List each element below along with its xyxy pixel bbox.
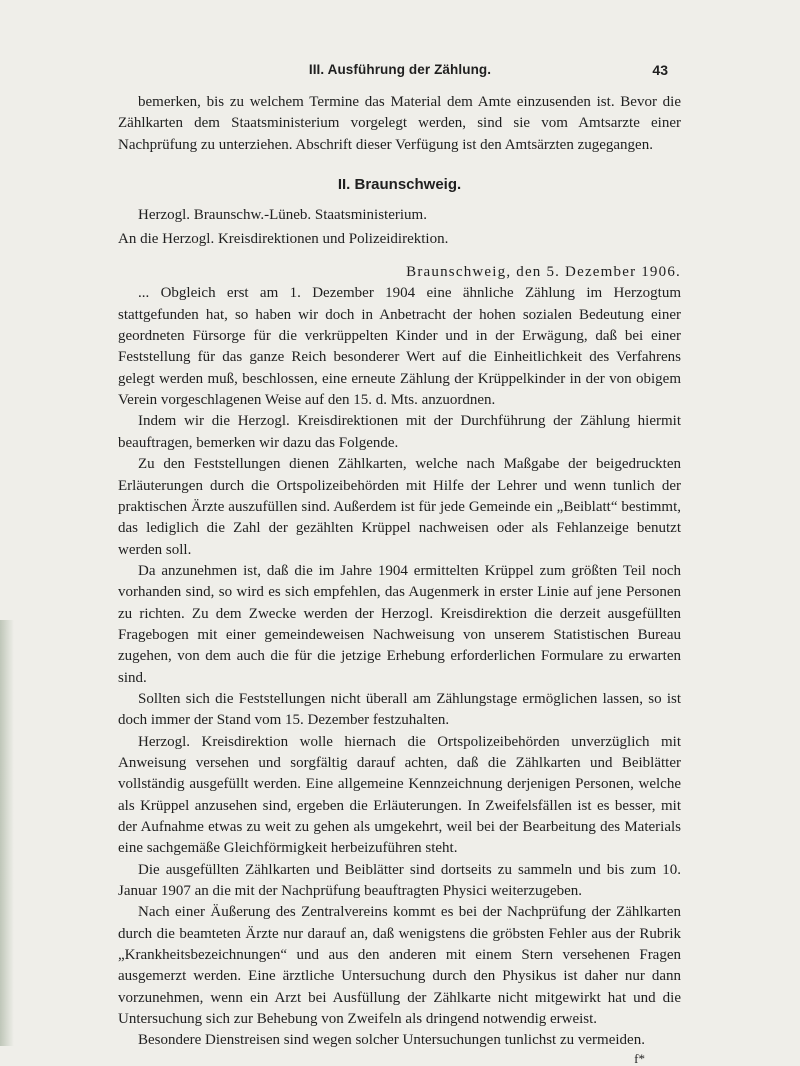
section-heading: II. Braunschweig. [337,176,462,194]
addressee-line: An die Herzogl. Kreisdirektionen und Polizeidirektion. [118,230,449,247]
running-header [0,62,800,82]
paragraph: Die ausgefüllten Zählkarten und Beiblätter sind dortseits zu sammeln und bis zum 10. Januar 1907 an die mit der Nachprüfung beauftragten Physici weiterzugeben. [118,861,681,900]
paragraph: Indem wir die Herzogl. Kreisdirektionen mit der Durchführung der Zählung hiermit beauftragen, bemerken wir dazu das Folgende. [118,413,681,451]
paragraph: Da anzunehmen ist, daß die im Jahre 1904 ermittelten Krüppel zum größten Teil noch vorhanden sind, so wird es sich empfehlen, das Augenmerk in erster Linie auf jene Personen zu richten. Zu dem Zwecke werden der Herzogl. Kreisdirektion die derzeit ausgefüllten Fragebogen mit einer gemeindeweisen Nachweisung von unserem Statistischen Bureau zugehen, von dem auch die für die jetzige Erhebung erforderlichen Formulare zu erwarten sind. [118,562,681,686]
signature-mark: f* [634,1050,645,1066]
paragraph: Sollten sich die Feststellungen nicht überall am Zählungstage ermöglichen lassen, so ist doch immer der Stand vom 15. Dezember festzuhalten. [118,690,681,729]
paragraph: Nach einer Äußerung des Zentralvereins kommt es bei der Nachprüfung der Zählkarten durch die beamteten Ärzte nur darauf an, daß wenigstens die gröbsten Fehler aus der Rubrik „Krankheitsbezeichnungen“ und aus den anderen mit einem Stern versehenen Fragen ausgemerzt werden. Eine ärztliche Untersuchung durch den Physikus ist daher nur dann vorzunehmen, wenn ein Arzt bei Ausfüllung der Zählkarte nicht mitgewirkt hat und die Untersuchung sich zur Behebung von Zweifeln als dringend notwendig erweist. [118,904,681,1028]
page-edge-shadow [0,620,14,1046]
body-text [118,92,681,1066]
intro-paragraph: bemerken, bis zu welchem Termine das Material dem Amte einzusenden ist. Bevor die Zählkarten dem Staatsministerium vorgelegt werden, sind sie vom Amtsarzte einer Nachprüfung zu unterziehen. Abschrift dieser Verfügung ist den Amtsärzten zugegangen. [118,94,681,153]
paragraph: Besondere Dienstreisen sind wegen solcher Untersuchungen tunlichst zu vermeiden. [138,1032,645,1049]
paragraph: Herzogl. Kreisdirektion wolle hiernach die Ortspolizeibehörden unverzüglich mit Anweisung versehen und sorgfältig darauf achten, daß die Zählkarten und Beiblätter vollständig ausgefüllt werden. Eine allgemeine Kennzeichnung derjenigen Personen, welche als Krüppel anzusehen sind, ergeben die Erläuterungen. In Zweifelsfällen ist es besser, mit der Aufnahme etwas zu weit zu gehen als umgekehrt, weil bei der Bearbeitung des Materials eine sachgemäße Gleichförmigkeit herbeizuführen steht. [118,733,681,857]
running-title: III. Ausführung der Zählung. [308,62,492,77]
paragraph: Zu den Feststellungen dienen Zählkarten, welche nach Maßgabe der beigedruckten Erläuterungen durch die Ortspolizeibehörden mit Hilfe der Lehrer und wenn tunlich der praktischen Ärzte auszufüllen sind. Außerdem ist für jede Gemeinde ein „Beiblatt“ bestimmt, das lediglich die Zahl der gezählten Krüppel nachweisen oder als Fehlanzeige benutzt werden soll. [118,456,681,558]
date-line: Braunschweig, den 5. Dezember 1906. [406,264,681,281]
sender-line: Herzogl. Braunschw.-Lüneb. Staatsministerium. [138,207,427,224]
paragraph: ... Obgleich erst am 1. Dezember 1904 eine ähnliche Zählung im Herzogtum stattgefunden hat, so haben wir doch in Anbetracht der hohen sozialen Bedeutung einer geordneten Fürsorge für die verkrüppelten Kinder und in der Erwägung, daß bei einer Feststellung für das ganze Reich besonderer Wert auf die Einheitlichkeit des Verfahrens gelegt werden muß, beschlossen, eine erneute Zählung der Krüppelkinder in der von obigem Verein vorgeschlagenen Weise auf den 15. d. Mts. anzuordnen. [118,285,681,409]
page-number: 43 [652,62,668,78]
